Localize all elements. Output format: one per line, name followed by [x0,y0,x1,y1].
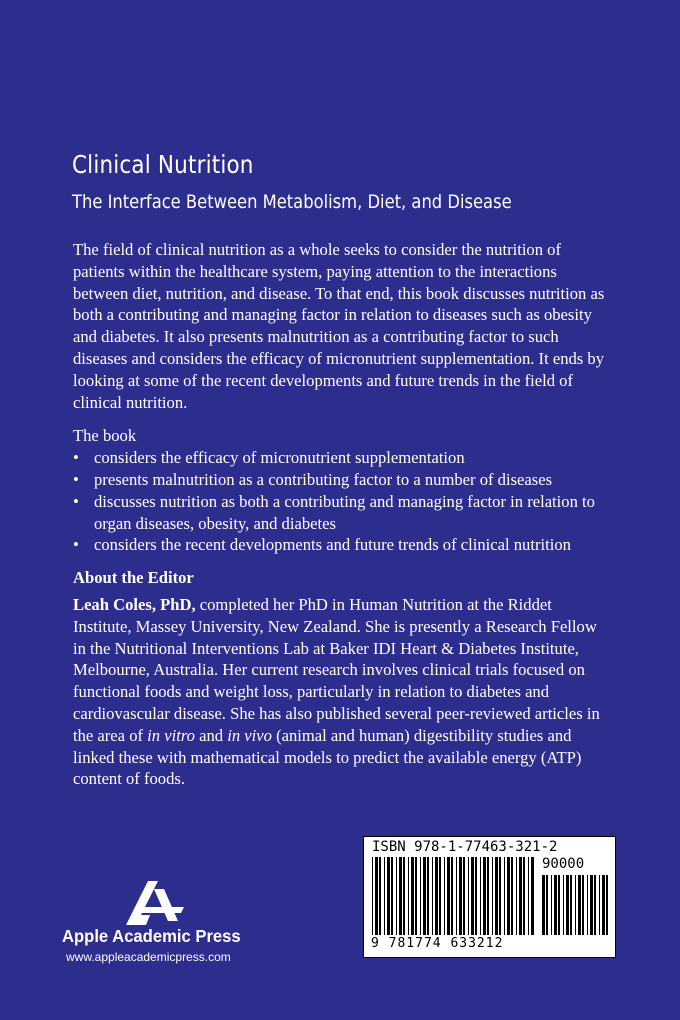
in-vitro-term: in vitro [147,725,195,745]
publisher-logo-icon [126,881,186,925]
book-subtitle: The Interface Between Metabolism, Diet, and Disease [72,191,512,213]
features-item-text: discusses nutrition as both a contributing and managing factor in relation to organ diseases, obesity, and diabetes [94,491,595,533]
features-item-text: presents malnutrition as a contributing factor to a number of diseases [94,469,553,489]
features-list-item [73,447,613,469]
bullet-icon: • [73,535,79,555]
features-list-item [73,491,613,535]
isbn-barcode-box [363,836,616,958]
bio-and-word: and [194,725,228,745]
features-item-text: considers the recent developments and future trends of clinical nutrition [94,535,571,555]
bio-text-part1: completed her PhD in Human Nutrition at the Riddet Institute, Massey University, New Zealand. She is presently a Research Fellow in the Nutritional Interventions Lab at Baker IDI Heart & Diabetes Institute, Melbourne, Australia. Her current research involves clinical trials focused on functional foods and weight loss, particularly in relation to diabetes and cardiovascular disease. She has also published several peer-reviewed articles in the area of [73,594,600,745]
publisher-url[interactable]: www.appleacademicpress.com [66,950,231,964]
isbn-label: ISBN 978-1-77463-321-2 [372,839,558,855]
back-cover-text [73,239,613,790]
price-code: 90000 [542,856,585,872]
book-title: Clinical Nutrition [72,150,254,179]
features-list [73,447,613,556]
about-editor-heading: About the Editor [73,568,194,588]
bullet-icon: • [73,491,79,511]
bio-text-part2: (animal and human) digestibility studies and linked these with mathematical models to predict the available energy (ATP) content of foods. [73,725,582,789]
publisher-name: Apple Academic Press [62,926,241,946]
features-list-item [73,469,613,491]
features-item-text: considers the efficacy of micronutrient supplementation [94,448,465,468]
ean-digits: 9 781774 633212 [371,936,504,951]
editor-bio [73,594,603,790]
description-paragraph: The field of clinical nutrition as a whole seeks to consider the nutrition of patients within the healthcare system, paying attention to the interactions between diet, nutrition, and disease. To that end, this book discusses nutrition as both a contributing and managing factor in relation to diseases such as obesity and diabetes. It also presents malnutrition as a contributing factor to such diseases and considers the efficacy of micronutrient supplementation. It ends by looking at some of the recent developments and future trends in the field of clinical nutrition. [73,240,605,412]
bullet-icon: • [73,469,79,489]
in-vivo-term: in vivo [227,725,272,745]
editor-name: Leah Coles, PhD, [73,594,196,614]
features-intro: The book [73,426,137,446]
bullet-icon: • [73,448,79,468]
features-list-item [73,534,613,556]
